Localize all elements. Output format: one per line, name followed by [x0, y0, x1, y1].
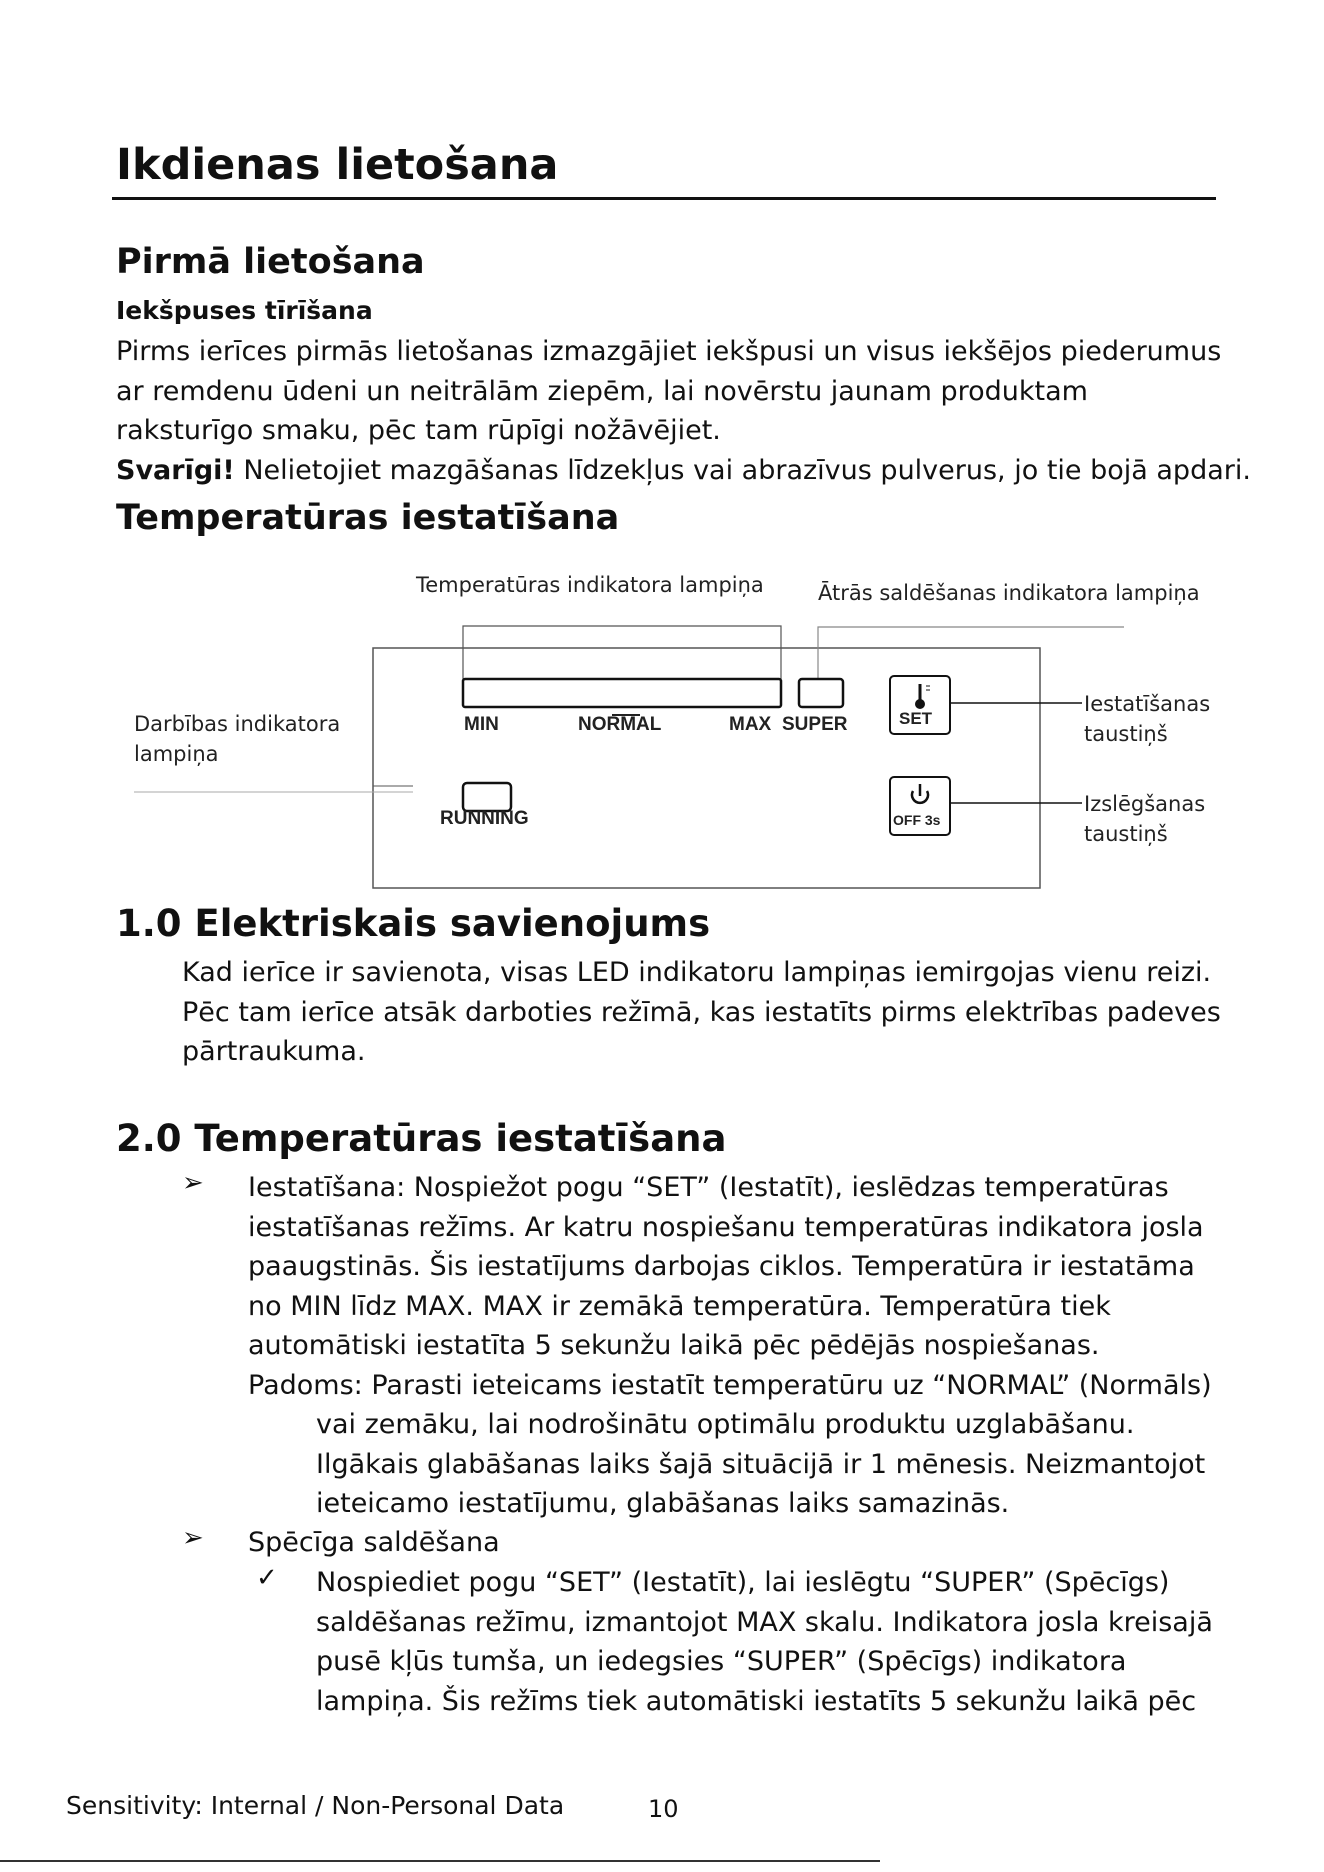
paragraph-line: saldēšanas režīmu, izmantojot MAX skalu. Indikatora josla kreisajā: [316, 1606, 1213, 1638]
set-button-label-1: Iestatīšanas: [1084, 692, 1211, 716]
temp-indicator-leader: [463, 626, 781, 679]
bullet-arrow-icon: ➢: [182, 1523, 204, 1553]
important-text: Nelietojiet mazgāšanas līdzekļus vai abrazīvus pulverus, jo tie bojā apdari.: [234, 454, 1251, 486]
tip-paragraph: [316, 1405, 1256, 1524]
panel-normal-label: NORMAL: [578, 714, 662, 735]
paragraph-line: ieteicamo iestatījumu, glabāšanas laiks samazinās.: [316, 1488, 1010, 1519]
paragraph-line: iestatīšanas režīms. Ar katru nospiešanu temperatūras indikatora josla: [248, 1211, 1204, 1243]
footer-sensitivity: Sensitivity: Internal / Non-Personal Data: [66, 1791, 565, 1820]
panel-max-label: MAX: [729, 714, 772, 735]
panel-set-label: SET: [899, 709, 933, 728]
paragraph-line: Nospiediet pogu “SET” (Iestatīt), lai ieslēgtu “SUPER” (Spēcīgs): [316, 1567, 1170, 1598]
operation-indicator-label-2: lampiņa: [134, 742, 219, 766]
off-button-label-1: Izslēgšanas: [1084, 792, 1206, 816]
section2-heading: 2.0 Temperatūras iestatīšana: [116, 1117, 727, 1160]
temp-setting-heading: Temperatūras iestatīšana: [116, 498, 620, 538]
panel-outline: [373, 648, 1040, 888]
super-freeze-paragraph: [316, 1563, 1256, 1721]
paragraph-line: pārtraukuma.: [182, 1036, 366, 1067]
thermometer-icon: [915, 684, 930, 709]
paragraph-line: Iestatīšana: Nospiežot pogu “SET” (Iestatīt), ieslēdzas temperatūras: [248, 1172, 1169, 1203]
setting-paragraph: [248, 1168, 1248, 1405]
super-freeze-title: Spēcīga saldēšana: [248, 1527, 500, 1558]
paragraph-line: Ilgākais glabāšanas laiks šajā situācijā ir 1 mēnesis. Neizmantojot: [316, 1448, 1206, 1480]
section1-heading: 1.0 Elektriskais savienojums: [116, 902, 711, 945]
panel-super-label: SUPER: [782, 714, 848, 735]
check-icon: ✓: [256, 1563, 278, 1593]
paragraph-line: no MIN līdz MAX. MAX ir zemākā temperatūra. Temperatūra tiek: [248, 1290, 1111, 1322]
section1-paragraph: [182, 953, 1262, 1072]
paragraph-line: raksturīgo smaku, pēc tam rūpīgi nožāvējiet.: [116, 415, 721, 446]
set-button-label-2: taustiņš: [1084, 722, 1168, 746]
running-indicator: [463, 783, 511, 811]
tip-first-line: Padoms: Parasti ieteicams iestatīt temperatūru uz “NORMAL” (Normāls): [248, 1369, 1212, 1401]
bullet-arrow-icon: ➢: [182, 1168, 204, 1198]
fast-freeze-label: Ātrās saldēšanas indikatora lampiņa: [818, 581, 1200, 605]
first-use-paragraph: [116, 332, 1251, 490]
operation-indicator-label-1: Darbības indikatora: [134, 712, 341, 736]
temperature-bar: [463, 679, 781, 707]
temp-indicator-label: Temperatūras indikatora lampiņa: [416, 573, 764, 597]
paragraph-line: pusē kļūs tumša, un iedegsies “SUPER” (Spēcīgs) indikatora: [316, 1646, 1127, 1677]
panel-min-label: MIN: [464, 714, 499, 735]
first-use-heading: Pirmā lietošana: [116, 242, 425, 282]
footer-rule: [0, 1860, 880, 1862]
paragraph-line: vai zemāku, lai nodrošinātu optimālu produktu uzglabāšanu.: [316, 1409, 1135, 1440]
power-icon: [912, 784, 928, 803]
page-number: 10: [648, 1795, 679, 1823]
page-title: Ikdienas lietošana: [116, 140, 559, 190]
off-button-label-2: taustiņš: [1084, 822, 1168, 846]
paragraph-line: Pirms ierīces pirmās lietošanas izmazgājiet iekšpusi un visus iekšējos piederumus: [116, 336, 1222, 367]
paragraph-line: Kad ierīce ir savienota, visas LED indikatoru lampiņas iemirgojas vienu reizi.: [182, 957, 1212, 988]
paragraph-line: lampiņa. Šis režīms tiek automātiski iestatīts 5 sekunžu laikā pēc: [316, 1685, 1197, 1717]
control-panel-diagram: [0, 600, 1324, 900]
title-divider: [112, 197, 1216, 200]
panel-off-label: OFF 3s: [893, 812, 941, 828]
paragraph-line: paaugstinās. Šis iestatījums darbojas ciklos. Temperatūra ir iestatāma: [248, 1251, 1195, 1282]
paragraph-line: Pēc tam ierīce atsāk darboties režīmā, kas iestatīts pirms elektrības padeves: [182, 996, 1221, 1028]
panel-running-label: RUNNING: [440, 808, 529, 829]
super-indicator: [799, 679, 843, 707]
paragraph-line: ar remdenu ūdeni un neitrālām ziepēm, lai novērstu jaunam produktam: [116, 375, 1088, 407]
cleaning-subheading: Iekšpuses tīrīšana: [116, 296, 373, 325]
important-note: [116, 451, 1251, 491]
important-label: Svarīgi!: [116, 454, 235, 486]
paragraph-line: automātiski iestatīta 5 sekunžu laikā pēc pēdējās nospiešanas.: [248, 1330, 1100, 1361]
fast-freeze-leader: [818, 627, 1124, 679]
